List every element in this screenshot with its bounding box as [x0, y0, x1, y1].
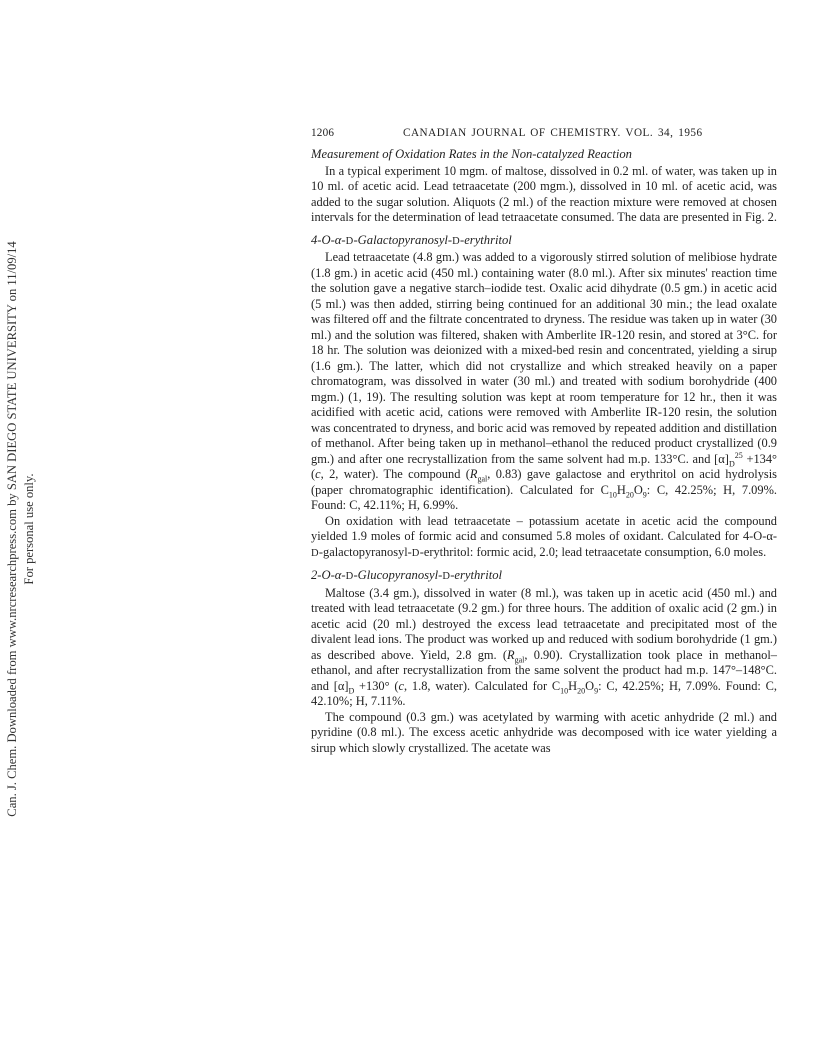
journal-title: CANADIAN JOURNAL OF CHEMISTRY. VOL. 34, 1956	[403, 127, 703, 139]
paragraph-glucosyl-preparation: Maltose (3.4 gm.), dissolved in water (8 ml.), was taken up in acetic acid (450 ml.) and treated with lead tetraacetate (9.2 gm.) for three hours. The addition of oxalic acid (2 gm.) in acetic acid (20 ml.) destroyed the excess lead tetraacetate and precipitated most of the divalent lead ions. The product was worked up and reduced with sodium borohydride (1 gm.) as described above. Yield, 2.8 gm. ($R_{gal}$, 0.90). Crystallization took place in methanol–ethanol, and after recrystallization from the same solvent the product had m.p. 147°–148°C. and $[\alpha]_D +130^\circ$ (c, 1.8, water). Calculated for $C_{10}H_{20}O_9$: C, 42.25%; H, 7.09%. Found: C, 42.10%; H, 7.11%.	[311, 585, 778, 708]
section-heading-galactopyranosyl-erythritol: 4-O-α-D-Galactopyranosyl-D-erythritol	[311, 232, 512, 247]
paragraph-galactosyl-oxidation: On oxidation with lead tetraacetate – potassium acetate in acetic acid the compound yielded 1.9 moles of formic acid and consumed 5.8 moles of oxidant. Calculated for 4-O-α-D-galactopyranosyl-D-erythritol: formic acid, 2.0; lead tetraacetate consumption, 6.0 moles.	[311, 513, 777, 559]
download-watermark	[4, 232, 48, 826]
personal-use-notice-line: For personal use only.	[22, 473, 36, 585]
section-heading-oxidation-rates: Measurement of Oxidation Rates in the Non-catalyzed Reaction	[311, 147, 632, 161]
download-notice-line: Can. J. Chem. Downloaded from www.nrcresearchpress.com by SAN DIEGO STATE UNIVERSITY on 11/09/14	[5, 241, 19, 817]
paragraph-oxidation-rates: In a typical experiment 10 mgm. of maltose, dissolved in 0.2 ml. of water, was taken up in 10 ml. of acetic acid. Lead tetraacetate (200 mgm.), dissolved in 10 ml. of acetic acid, was added to the sugar solution. Aliquots (2 ml.) of the reaction mixture were removed at chosen intervals for the determination of lead tetraacetate consumed. The data are presented in Fig. 2.	[311, 163, 777, 224]
running-header	[311, 127, 767, 143]
section-heading-glucopyranosyl-erythritol: 2-O-α-D-Glucopyranosyl-D-erythritol	[311, 568, 502, 582]
page-number: 1206	[311, 127, 335, 139]
paragraph-acetylation: The compound (0.3 gm.) was acetylated by warming with acetic anhydride (2 ml.) and pyridine (0.8 ml.). The excess acetic anhydride was decomposed with ice water yielding a sirup which slowly crystallized. The acetate was	[311, 709, 777, 755]
article-body	[311, 147, 777, 756]
paragraph-galactosyl-preparation: Lead tetraacetate (4.8 gm.) was added to a vigorously stirred solution of melibiose hydrate (1.8 gm.) in acetic acid (450 ml.) containing water (8.0 ml.). After six minutes' reaction time the solution gave a negative starch–iodide test. Oxalic acid dihydrate (0.5 gm.) in acetic acid (5 ml.) was then added, stirring being continued for an additional 30 min.; the lead oxalate was filtered off and the filtrate concentrated to dryness. The residue was taken up in water (30 ml.) and the solution was filtered, shaken with Amberlite IR-120 resin, and stored at 3°C. for 18 hr. The solution was deionized with a mixed-bed resin and concentrated, yielding a sirup (1.6 gm.). The latter, which did not crystallize and which streaked heavily on a paper chromatogram, was dissolved in water (30 ml.) and treated with sodium borohydride (400 mgm.) (1, 19). The resulting solution was kept at room temperature for 12 hr., then it was acidified with acetic acid, cations were removed with Amberlite IR-120 resin, the solution was concentrated to dryness, and boric acid was removed by repeated addition and distillation of methanol. After being taken up in methanol–ethanol the reduced product crystallized (0.9 gm.) and after one recrystallization from the same solvent had m.p. 133°C. and $[\alpha]_D^{25} +134^\circ$ (c, 2, water). The compound ($R_{gal}$, 0.83) gave galactose and erythritol on acid hydrolysis (paper chromatographic identification). Calculated for $C_{10}H_{20}O_9$: C, 42.25%; H, 7.09%. Found: C, 42.11%; H, 6.99%.	[311, 250, 777, 512]
